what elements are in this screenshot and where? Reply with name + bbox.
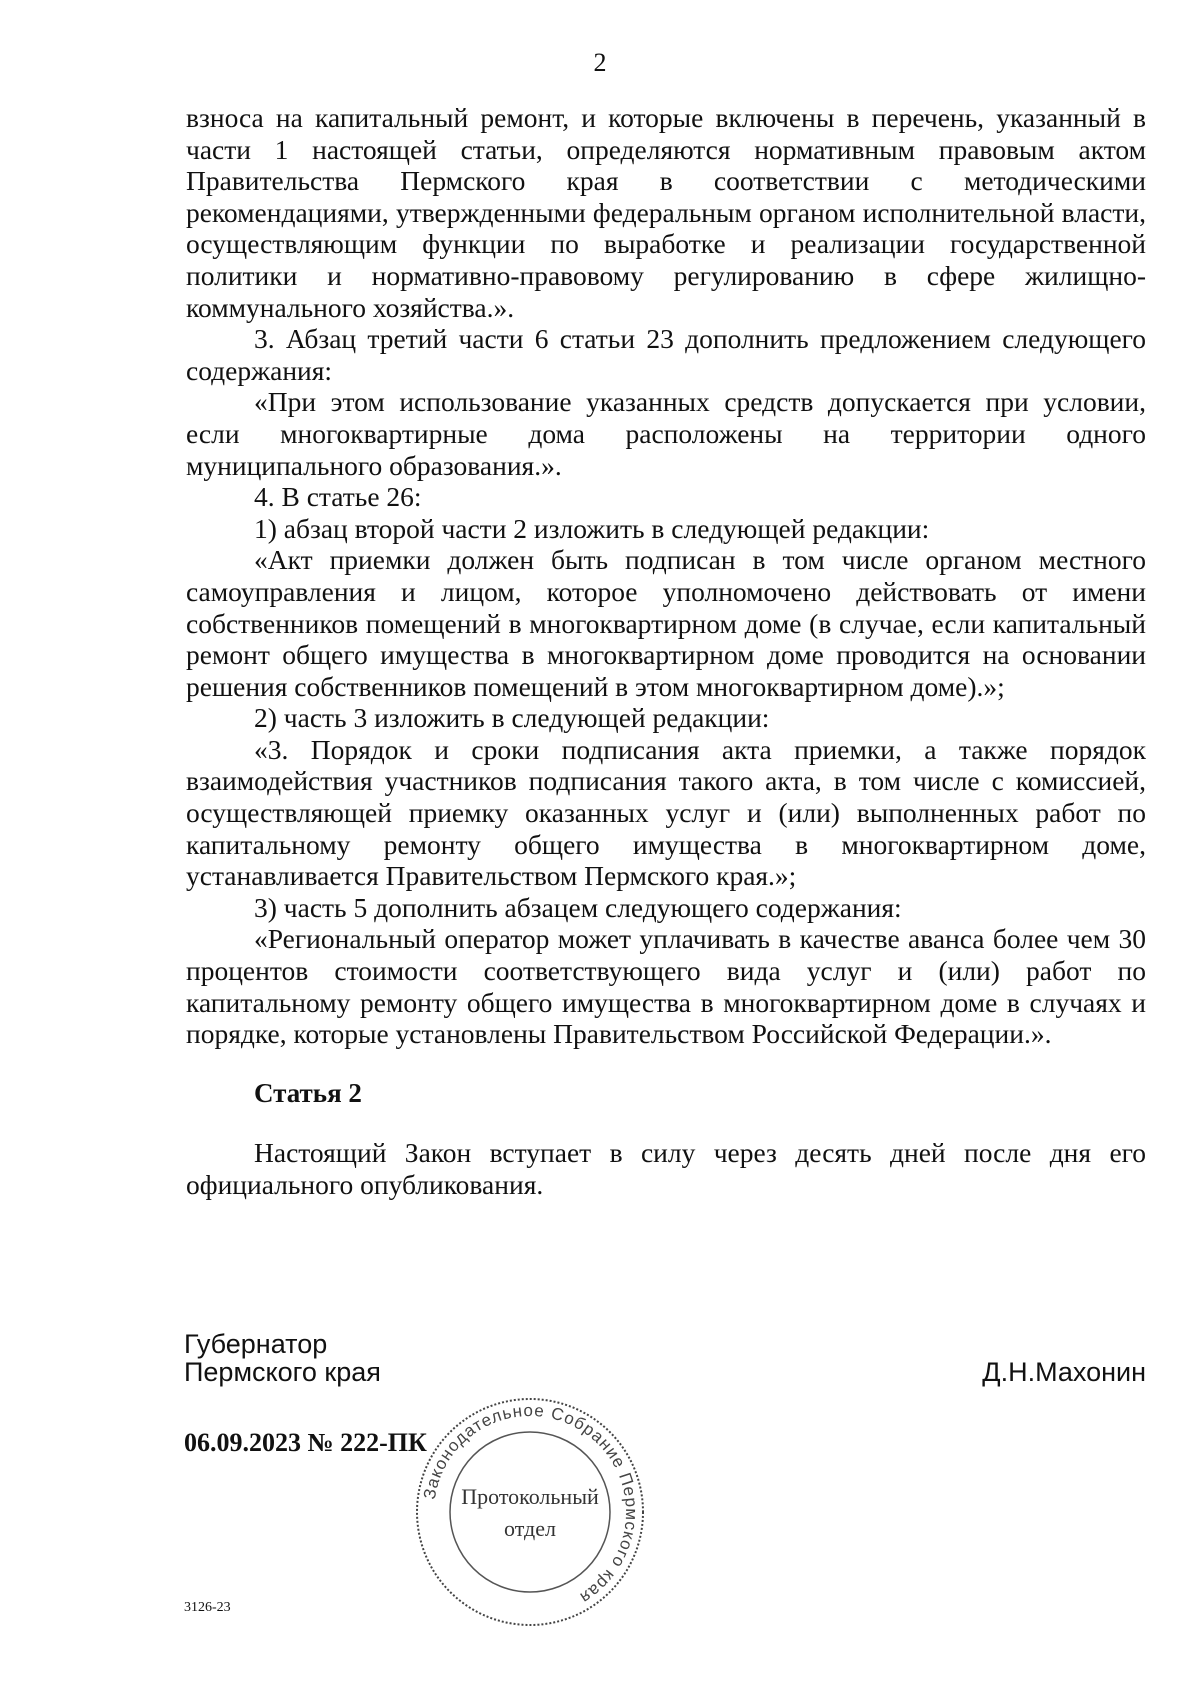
stamp-outer-ring — [417, 1399, 643, 1625]
paragraph: 1) абзац второй части 2 изложить в следующей редакции: — [254, 512, 930, 544]
document-code: 3126-23 — [184, 1600, 231, 1615]
paragraph: «3. Порядок и сроки подписания акта приемки, а также порядок взаимодействия участников подписания такого акта, в том числе с комиссией, осуществляющей приемку оказанных услуг и (или) выполненных работ по капитальному ремонту общего имущества в многоквартирном доме, устанавливается Правительством Пермского края.»; — [186, 733, 1146, 892]
paragraph: взноса на капитальный ремонт, и которые включены в перечень, указанный в части 1 настоящей статьи, определяются нормативным правовым актом Правительства Пермского края в соответствии с методическими рекомендациями, утвержденными федеральным органом исполнительной власти, осуществляющим функции по выработке и реализации государственной политики и нормативно-правовому регулированию в сфере жилищно-коммунального хозяйства.». — [186, 102, 1146, 323]
page-number: 2 — [593, 48, 607, 77]
document-body — [186, 102, 1146, 1201]
article-text: Настоящий Закон вступает в силу через десять дней после дня его официального опубликования. — [186, 1137, 1146, 1200]
signatory-title-line: Губернатор — [184, 1329, 328, 1359]
stamp-inner-line: Протокольный — [461, 1484, 599, 1509]
paragraph: «При этом использование указанных средств допускается при условии, если многоквартирные дома расположены на территории одного муниципального образования.». — [186, 386, 1146, 481]
signatory-title-line: Пермского края — [184, 1357, 381, 1387]
signatory-title — [184, 1330, 381, 1386]
paragraph: 2) часть 3 изложить в следующей редакции: — [254, 702, 770, 734]
paragraph: 3. Абзац третий части 6 статьи 23 дополнить предложением следующего содержания: — [186, 323, 1146, 386]
stamp-outer-text: Законодательное Собрание Пермского края — [419, 1400, 642, 1608]
paragraph: «Региональный оператор может уплачивать в качестве аванса более чем 30 процентов стоимости соответствующего вида услуг и (или) работ по капитальному ремонту общего имущества в многоквартирном доме в случаях и порядке, которые установлены Правительством Российской Федерации.». — [186, 923, 1146, 1050]
stamp-inner-ring — [450, 1432, 610, 1592]
paragraph: 4. В статье 26: — [254, 481, 422, 513]
signatory-name: Д.Н.Махонин — [982, 1357, 1146, 1387]
protocol-department-stamp — [410, 1392, 650, 1632]
paragraph: 3) часть 5 дополнить абзацем следующего содержания: — [254, 891, 902, 923]
stamp-inner-line: отдел — [504, 1516, 556, 1541]
law-reference: 06.09.2023 № 222-ПК — [184, 1428, 427, 1457]
article-title: Статья 2 — [254, 1077, 362, 1108]
paragraph: «Акт приемки должен быть подписан в том числе органом местного самоуправления и лицом, которое уполномочено действовать от имени собственников помещений в многоквартирном доме (в случае, если капитальный ремонт общего имущества в многоквартирном доме проводится на основании решения собственников помещений в этом многоквартирном доме).»; — [186, 544, 1146, 702]
